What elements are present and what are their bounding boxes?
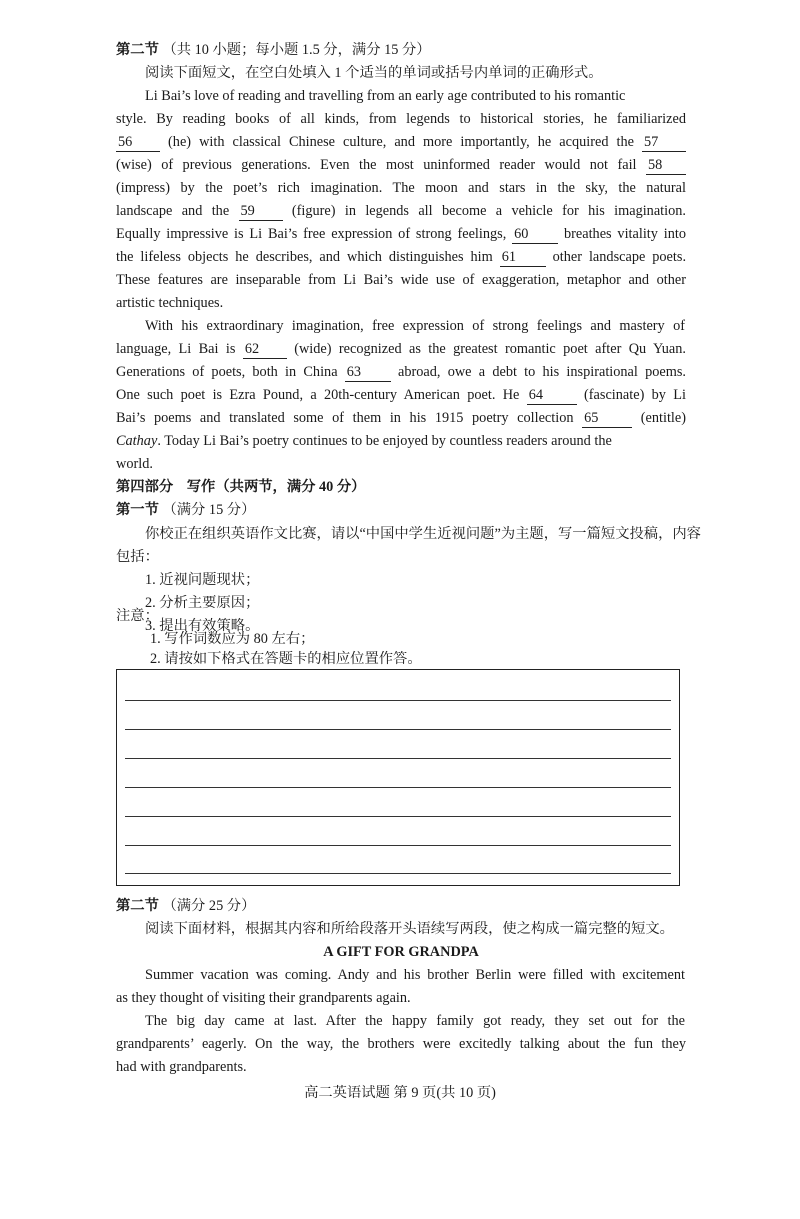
passage2-line-3-text-b: abroad, owe a debt to his inspirational poems. [398, 364, 687, 380]
passage2-line-6-text: . Today Li Bai’s poetry continues to be enjoyed by countless readers around the [157, 433, 612, 449]
passage-line-6-text-a: landscape and the [116, 203, 230, 219]
writing-line [125, 700, 671, 701]
passage2-line-2-text-a: language, Li Bai is [116, 341, 236, 357]
note-heading: 注意： [116, 608, 159, 624]
passage-line-2: style. By reading books of all kinds, from legends to historical stories, he familiarized [116, 111, 686, 127]
part4-section1-label: 第一节 [116, 502, 159, 518]
blank-60[interactable]: 60 [512, 225, 558, 244]
book-title: Cathay [116, 433, 158, 449]
passage2-line-4-text-b: (fascinate) by Li [584, 387, 686, 403]
part4-section2-label: 第二节 [116, 898, 159, 914]
part4-section1-header [116, 501, 686, 519]
blank-59[interactable]: 59 [239, 202, 283, 221]
passage-line-6-text-b: (figure) in legends all become a vehicle for his imagination. [291, 203, 686, 219]
content-item: 2. 分析主要原因； [145, 595, 260, 611]
passage-line-7-text-a: Equally impressive is Li Bai’s free expression of strong feelings, [116, 226, 507, 242]
passage-line-9: These features are inseparable from Li Bai’s wide use of exaggeration, metaphor and other [116, 272, 686, 288]
section2-label: 第二节 [116, 42, 159, 58]
writing-area[interactable] [116, 669, 680, 886]
passage2-line-5-text-b: (entitle) [640, 410, 687, 426]
writing-line [125, 873, 671, 874]
passage2-line-4 [116, 386, 686, 405]
part4-section2-instruction: 阅读下面材料，根据其内容和所给段落开头语续写两段，使之构成一篇完整的短文。 [145, 921, 674, 937]
passage-line-4 [116, 156, 686, 175]
blank-58[interactable]: 58 [646, 156, 686, 175]
writing-line [125, 845, 671, 846]
passage2-line-4-text-a: One such poet is Ezra Pound, a 20th-century American poet. He [116, 387, 520, 403]
passage2-line-5-text-a: Bai’s poems and translated some of them in his 1915 poetry collection [116, 410, 574, 426]
blank-63[interactable]: 63 [345, 363, 391, 382]
note-item: 2. 请按如下格式在答题卡的相应位置作答。 [150, 651, 422, 667]
writing-line [125, 758, 671, 759]
part4-label: 第四部分 [116, 479, 174, 495]
story-p1-line-2: as they thought of visiting their grandparents again. [116, 990, 411, 1006]
passage2-line-3 [116, 363, 686, 382]
blank-62[interactable]: 62 [243, 340, 287, 359]
passage2-line-5 [116, 409, 686, 428]
story-p1-line-1: Summer vacation was coming. Andy and his brother Berlin were filled with excitement [145, 967, 685, 983]
part4-title: 写作（共两节，满分 40 分） [186, 479, 366, 495]
section2-info: （共 10 小题；每小题 1.5 分，满分 15 分） [162, 42, 431, 58]
passage-line-6 [116, 202, 686, 221]
passage2-line-7: world. [116, 456, 153, 472]
content-item: 1. 近视问题现状； [145, 572, 260, 588]
note-item: 1. 写作词数应为 80 左右； [150, 631, 315, 647]
blank-61[interactable]: 61 [500, 248, 546, 267]
part4-prompt-line-1: 你校正在组织英语作文比赛，请以“中国中学生近视问题”为主题，写一篇短文投稿，内容 [145, 526, 701, 542]
passage-line-5: (impress) by the poet’s rich imagination. The moon and stars in the sky, the natural [116, 180, 686, 196]
passage-line-3 [116, 133, 686, 152]
story-p2-line-2: grandparents’ eagerly. On the way, the brothers were excitedly talking about the fun they [116, 1036, 686, 1052]
section2-instruction: 阅读下面短文，在空白处填入 1 个适当的单词或括号内单词的正确形式。 [145, 65, 603, 81]
part4-section1-info: （满分 15 分） [162, 502, 256, 518]
part4-section2-header [116, 897, 686, 915]
writing-line [125, 816, 671, 817]
passage-line-7-text-b: breathes vitality into [563, 226, 686, 242]
passage-line-8-text-a: the lifeless objects he describes, and which distinguishes him [116, 249, 493, 265]
content-item: 3. 提出有效策略。 [145, 618, 260, 634]
passage2-line-1: With his extraordinary imagination, free expression of strong feelings and mastery of [145, 318, 685, 334]
passage-line-4-text: (wise) of previous generations. Even the most uninformed reader would not fail [116, 157, 637, 173]
passage-line-3-text: (he) with classical Chinese culture, and more importantly, he acquired the [168, 134, 634, 150]
passage2-line-2 [116, 340, 686, 359]
blank-64[interactable]: 64 [527, 386, 577, 405]
passage-line-1: Li Bai’s love of reading and travelling from an early age contributed to his romantic [145, 88, 626, 104]
blank-56[interactable]: 56 [116, 133, 160, 152]
passage-line-7 [116, 225, 686, 244]
writing-line [125, 729, 671, 730]
part4-prompt-line-2: 包括： [116, 549, 159, 565]
story-title: A GIFT FOR GRANDPA [323, 944, 479, 960]
part4-section2-info: （满分 25 分） [162, 898, 256, 914]
blank-65[interactable]: 65 [582, 409, 632, 428]
story-p2-line-1: The big day came at last. After the happy family got ready, they set out for the [145, 1013, 685, 1029]
passage-line-8 [116, 248, 686, 267]
passage-line-10: artistic techniques. [116, 295, 224, 311]
passage2-line-3-text-a: Generations of poets, both in China [116, 364, 338, 380]
passage-line-8-text-b: other landscape poets. [552, 249, 687, 265]
writing-line [125, 787, 671, 788]
passage2-line-2-text-b: (wide) recognized as the greatest romantic poet after Qu Yuan. [294, 341, 686, 357]
section2-header [116, 41, 686, 59]
story-p2-line-3: had with grandparents. [116, 1059, 247, 1075]
page-footer: 高二英语试题 第 9 页(共 10 页) [304, 1085, 496, 1101]
passage2-line-6 [116, 432, 686, 450]
part4-header [116, 478, 686, 496]
blank-57[interactable]: 57 [642, 133, 686, 152]
